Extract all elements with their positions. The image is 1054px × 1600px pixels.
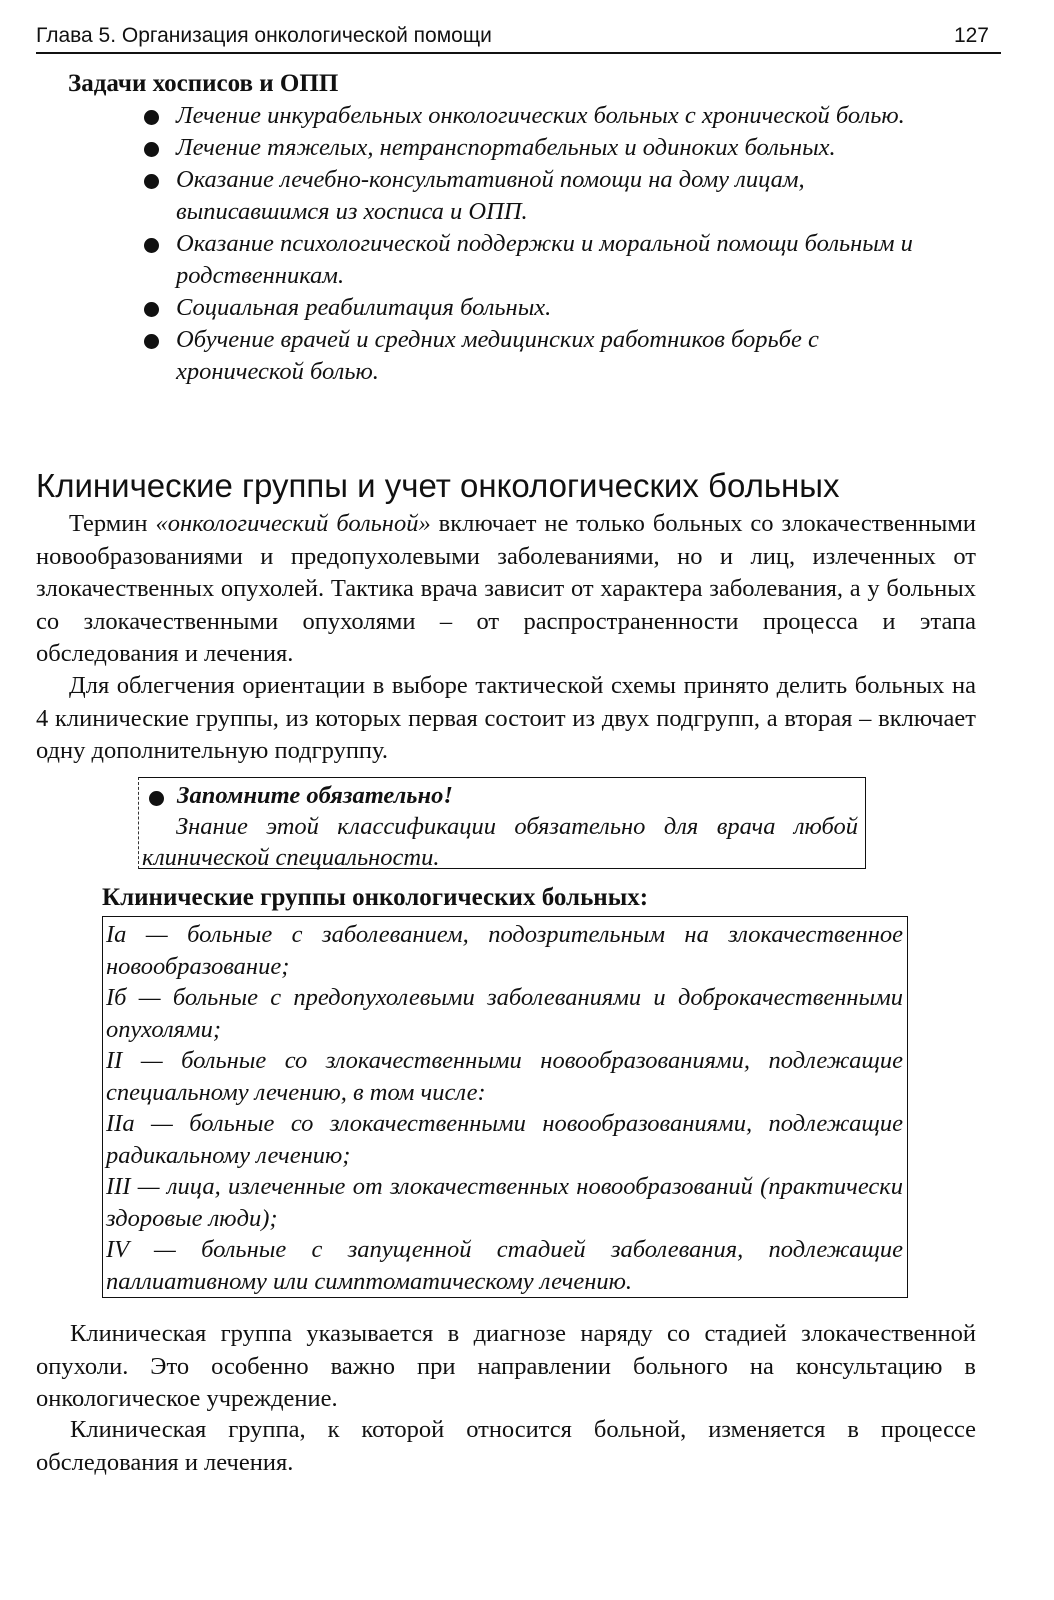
paragraph-groups-intro: Для облегчения ориентации в выборе тактической схемы принято делить больных на 4 клинические группы, из которых первая состоит из двух подгрупп, а вторая – включает одну дополнительную подгруппу. [36,672,976,765]
bullet-icon [144,334,159,349]
list-item: Лечение тяжелых, нетранспортабельных и одиноких больных. [140,132,940,164]
group-item: II — больные со злокачественными новообразованиями, подлежащие специальному лечению, в том числе: [106,1047,903,1106]
bullet-icon [144,142,159,157]
groups-box [102,916,908,1298]
list-item: Обучение врачей и средних медицинских работников борьбе с хронической болью. [140,324,940,388]
bullet-icon [149,791,164,806]
tasks-heading: Задачи хосписов и ОПП [68,70,339,97]
groups-heading: Клинические группы онкологических больных: [102,884,649,911]
reminder-text: Знание этой классификации обязательно для врача любой клинической специальности. [142,813,858,871]
paragraph-change: Клиническая группа, к которой относится больной, изменяется в процессе обследования и лечения. [36,1416,976,1476]
bullet-icon [144,174,159,189]
bullet-icon [144,110,159,125]
page-number: 127 [953,24,989,47]
group-item: Iа — больные с заболеванием, подозрительным на злокачественное новообразование; [106,921,903,980]
bullet-icon [144,302,159,317]
group-item: III — лица, излеченные от злокачественных новообразований (практически здоровые люди); [106,1173,903,1232]
section-title: Клинические группы и учет онкологических больных [36,467,840,504]
list-item: Оказание психологической поддержки и моральной помощи больным и родственникам. [140,228,940,292]
running-header [36,22,1001,54]
tasks-list [140,100,940,388]
paragraph-term: Термин «онкологический больной» включает не только больных со злокачественными новообразованиями и предопухолевыми заболеваниями, но и лиц, излеченных от злокачественных опухолей. Тактика врача зависит от характера заболевания, а у больных со злокачественными опухолями – от распространенности процесса и этапа обследования и лечения. [36,510,977,668]
reminder-box [138,777,866,869]
paragraph-diagnosis: Клиническая группа указывается в диагнозе наряду со стадией злокачественной опухоли. Это особенно важно при направлении больного на консультацию в онкологическое учреждение. [36,1320,976,1413]
group-item: IIа — больные со злокачественными новообразованиями, подлежащие радикальному лечению; [106,1110,903,1169]
group-item: IV — больные с запущенной стадией заболевания, подлежащие паллиативному или симптоматическому лечению. [106,1236,903,1295]
list-item: Социальная реабилитация больных. [140,292,940,324]
group-item: Iб — больные с предопухолевыми заболеваниями и доброкачественными опухолями; [106,984,903,1043]
list-item: Лечение инкурабельных онкологических больных с хронической болью. [140,100,940,132]
list-item: Оказание лечебно-консультативной помощи на дому лицам, выписавшимся из хосписа и ОПП. [140,164,940,228]
reminder-title: Запомните обязательно! [177,782,453,809]
term-emphasis: «онкологический больной» [155,510,431,537]
bullet-icon [144,238,159,253]
chapter-title: Глава 5. Организация онкологической помощи [36,24,492,47]
